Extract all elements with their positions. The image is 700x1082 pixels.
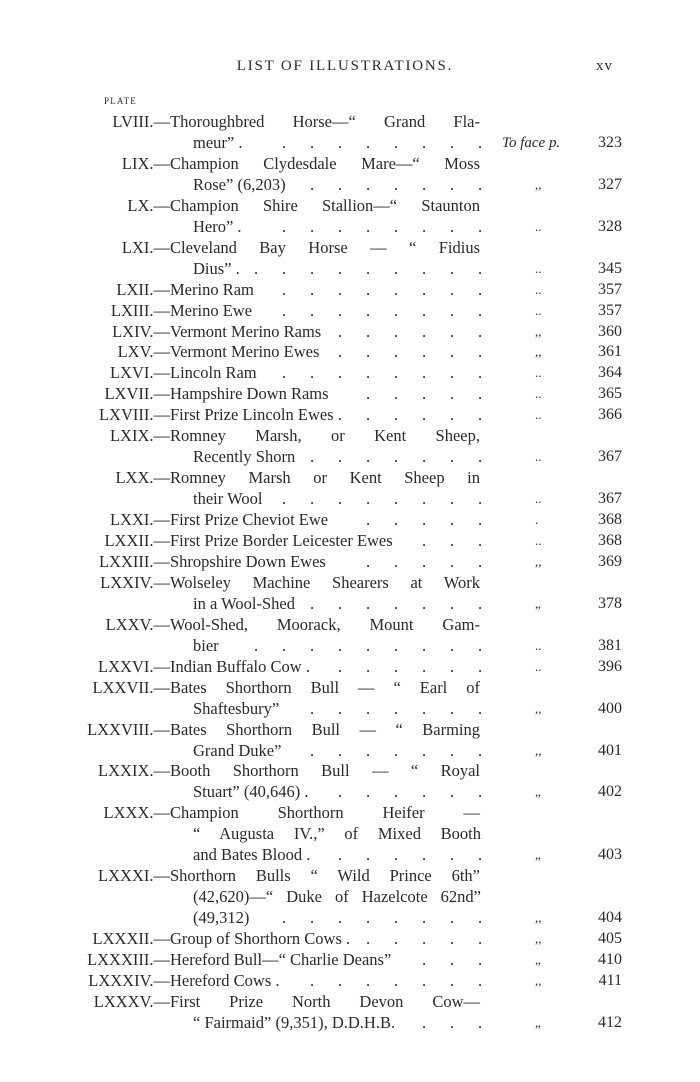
page-ref: 410 (598, 951, 622, 968)
page-ref: 367 (598, 448, 622, 466)
illustration-title: Thoroughbred Horse—“ Grand Fla- (170, 112, 480, 131)
list-item-line (0, 467, 700, 489)
ditto-mark: .. (535, 365, 542, 381)
illustration-title: and Bates Blood . (193, 845, 311, 865)
ditto-mark: „ (535, 784, 541, 800)
illustration-title: First Prize North Devon Cow— (170, 991, 480, 1011)
page-ref: 403 (598, 846, 622, 864)
page-ref: 368 (598, 532, 622, 549)
illustration-title: First Prize Cheviot Ewe (170, 510, 329, 530)
list-item-line: and Bates Blood . . . . . . . „ 403 (193, 845, 622, 865)
ditto-mark: .. (535, 302, 542, 318)
illustration-title: Merino Ewe (170, 300, 253, 320)
illustration-title: Lincoln Ram (170, 363, 257, 383)
to-face-page-label: To face p. (502, 134, 561, 151)
illustration-title: Group of Shorthorn Cows . (170, 929, 351, 949)
page-ref: 400 (598, 699, 622, 717)
ditto-mark: .. (535, 449, 542, 465)
page-ref: 327 (598, 175, 622, 193)
page-ref: 345 (598, 259, 622, 277)
ditto-mark: ,, (535, 553, 542, 569)
illustration-title: bier (193, 635, 219, 655)
page-ref: 328 (598, 217, 622, 235)
ditto-mark: .. (535, 218, 542, 234)
plate-number: LXIX.— (109, 426, 170, 446)
page-ref: 401 (598, 741, 622, 759)
plate-number: LX.— (127, 195, 170, 215)
plate-number: LXV.— (117, 342, 170, 362)
illustration-title: Grand Duke” (193, 740, 282, 760)
list-item-line (0, 153, 700, 175)
illustration-title: Booth Shorthorn Bull — “ Royal (170, 761, 480, 781)
list-item-line (0, 237, 700, 259)
illustration-title: Hero” . (193, 216, 242, 236)
page-ref: 404 (598, 909, 622, 927)
illustration-title: their Wool (193, 489, 263, 509)
page-ref: 369 (598, 552, 622, 570)
plate-number: LXIII.— (110, 300, 170, 320)
illustration-title: Champion Clydesdale Mare—“ Moss (170, 153, 480, 173)
illustration-title: Shorthorn Bulls “ Wild Prince 6th” (170, 866, 480, 886)
ditto-mark: „ (535, 1014, 541, 1030)
list-item-line: their Wool . . . . . . . . .. 367 (193, 489, 622, 509)
ditto-mark: .. (535, 491, 542, 507)
list-item-line: meur” . . . . . . . . . To face p. 323 (193, 132, 622, 152)
list-item-line: LXXXIII.— Hereford Bull—“ Charlie Deans” . . . „ 410 (87, 950, 622, 969)
illustration-title: Wool-Shed, Moorack, Mount Gam- (170, 614, 480, 634)
page-ref: 378 (598, 594, 622, 612)
ditto-mark: ,, (535, 972, 542, 988)
list-item-line: Grand Duke” . . . . . . . ,, 401 (193, 740, 622, 760)
list-item-line (0, 195, 700, 217)
plate-number: LXXIV.— (100, 572, 170, 592)
page-ref: 368 (598, 511, 622, 529)
plate-number: LXXVI.— (98, 656, 170, 676)
list-item-line: LXV.— Vermont Merino Ewes . . . . . . ,, 361 (117, 342, 622, 362)
illustration-title: Shaftesbury” (193, 698, 280, 718)
illustration-title: Champion Shorthorn Heifer — (170, 803, 480, 823)
plate-number: LXXXIV.— (88, 970, 170, 990)
ditto-mark: .. (535, 260, 542, 276)
plate-number: LXXV.— (105, 614, 170, 634)
ditto-mark: .. (535, 407, 542, 423)
illustration-title: in a Wool-Shed (193, 593, 295, 613)
illustration-title: Bates Shorthorn Bull — “ Barming (170, 719, 480, 739)
plate-number: LXXI.— (109, 510, 170, 530)
ditto-mark: . (535, 512, 539, 528)
ditto-mark: .. (535, 637, 542, 653)
illustration-title: Shropshire Down Ewes (170, 551, 326, 571)
page-ref: 411 (598, 971, 622, 989)
illustration-title: Rose” (6,203) (193, 174, 286, 194)
list-item-line: Rose” (6,203) . . . . . . . ,, 327 (193, 174, 622, 194)
ditto-mark: ,, (535, 931, 542, 947)
list-item-line (0, 719, 700, 741)
list-item-line (0, 425, 700, 447)
ditto-mark: ,, (535, 700, 542, 716)
list-item-line (0, 991, 700, 1013)
list-item-line (0, 111, 700, 133)
page-ref: 405 (598, 930, 622, 948)
list-item-line: in a Wool-Shed . . . . . . . „ 378 (193, 593, 622, 613)
illustration-title: Wolseley Machine Shearers at Work (170, 572, 480, 592)
illustration-title: Romney Marsh or Kent Sheep in (170, 468, 480, 488)
list-item-line (0, 760, 700, 782)
list-item-line: Shaftesbury” . . . . . . . ,, 400 (193, 698, 622, 718)
plate-number: LXXX.— (103, 803, 170, 823)
page-ref: 364 (598, 364, 622, 382)
list-item-line: Hero” . . . . . . . . . .. 328 (193, 216, 622, 236)
illustration-title: Recently Shorn (193, 447, 296, 467)
list-item-line: LXXII.— First Prize Border Leicester Ewes . . . .. 368 (104, 531, 622, 550)
ditto-mark: ,, (535, 344, 542, 360)
illustration-title: meur” . (193, 132, 243, 152)
illustration-title: “ Augusta IV.,” of Mixed Booth (193, 824, 481, 844)
list-item-line (0, 677, 700, 699)
illustration-title: Cleveland Bay Horse — “ Fidius (170, 237, 480, 257)
page-ref: 357 (598, 280, 622, 298)
page-ref: 366 (598, 406, 622, 424)
list-item-line: “ Fairmaid” (9,351), D.D.H.B. . . . „ 412 (193, 1012, 622, 1032)
illustration-title: (49,312) (193, 908, 250, 928)
illustration-title: “ Fairmaid” (9,351), D.D.H.B. (193, 1012, 396, 1032)
list-item-line (0, 614, 700, 636)
list-item-line: Dius” . . . . . . . . . . .. 345 (193, 258, 622, 278)
plate-number: LXXIII.— (98, 551, 170, 571)
page-ref: 365 (598, 385, 622, 403)
plate-number: LXVII.— (104, 384, 170, 404)
illustration-title: First Prize Border Leicester Ewes (170, 531, 393, 550)
plate-number: LXVIII.— (98, 405, 170, 425)
plate-number: LXXII.— (104, 531, 170, 550)
plate-number: LIX.— (121, 153, 170, 173)
plate-number: LXXIX.— (98, 761, 170, 781)
list-item-line (0, 865, 700, 887)
list-item-line (0, 886, 700, 908)
ditto-mark: „ (535, 595, 541, 611)
plate-number: LXVI.— (109, 363, 170, 383)
illustration-title: (42,620)—“ Duke of Hazelcote 62nd” (193, 887, 481, 907)
illustration-title: Champion Shire Stallion—“ Staunton (170, 195, 480, 215)
list-item-line: Recently Shorn . . . . . . . .. 367 (193, 447, 622, 467)
illustration-title: Indian Buffalo Cow . (170, 656, 310, 676)
list-item-line: LXXXII.— Group of Shorthorn Cows . . . . . . ,, 405 (92, 929, 622, 949)
page-number: xv (596, 58, 613, 74)
plate-number: LXXXII.— (92, 929, 170, 949)
ditto-mark: ,, (535, 910, 542, 926)
list-item-line: LXXI.— First Prize Cheviot Ewe . . . . . . 368 (109, 510, 622, 530)
list-item-line: LXVII.— Hampshire Down Rams . . . . . .. 365 (104, 384, 622, 404)
page-ref: 381 (598, 636, 622, 654)
list-item-line: LXXVI.— Indian Buffalo Cow . . . . . . . .. 396 (98, 656, 622, 676)
illustration-title: Hereford Cows . (170, 970, 280, 990)
illustration-title: Hereford Bull—“ Charlie Deans” (170, 950, 392, 969)
plate-number: LXIV.— (112, 321, 170, 341)
plate-number: LXXVII.— (92, 677, 170, 697)
list-item-line: LXXIII.— Shropshire Down Ewes . . . . . ,, 369 (98, 551, 622, 571)
ditto-mark: ,, (535, 742, 542, 758)
list-item-line (0, 802, 700, 824)
page-ref: 360 (598, 322, 622, 340)
page-ref: 367 (598, 490, 622, 508)
list-item-line: LXVIII.— First Prize Lincoln Ewes . . . . . . .. 366 (98, 405, 622, 425)
list-item-line: LXXXIV.— Hereford Cows . . . . . . . . ,, 411 (88, 970, 622, 990)
page-ref: 396 (598, 657, 622, 675)
list-item-line: (49,312) . . . . . . . . ,, 404 (193, 908, 622, 928)
page-ref: 357 (598, 301, 622, 319)
illustration-title: Bates Shorthorn Bull — “ Earl of (170, 677, 480, 697)
page-ref: 361 (598, 343, 622, 361)
list-item-line: Stuart” (40,646) . . . . . . . „ 402 (193, 782, 622, 802)
ditto-mark: „ (535, 847, 541, 863)
plate-number: LXXVIII.— (87, 719, 170, 739)
plate-number: LXXXV.— (93, 991, 170, 1011)
ditto-mark: „ (535, 952, 541, 967)
list-item-line: LXIV.— Vermont Merino Rams . . . . . . ,, 360 (112, 321, 622, 341)
illustration-title: Romney Marsh, or Kent Sheep, (170, 426, 480, 446)
ditto-mark: .. (535, 386, 542, 402)
illustration-title: Merino Ram (170, 279, 254, 299)
illustration-title: Stuart” (40,646) . (193, 782, 309, 802)
page-ref: 402 (598, 783, 622, 801)
illustration-title: Hampshire Down Rams (170, 384, 329, 404)
plate-column-label: PLATE (104, 96, 137, 106)
plate-number: LXXXIII.— (87, 950, 170, 969)
list-item-line: LXII.— Merino Ram . . . . . . . . .. 357 (116, 279, 622, 299)
list-item-line (0, 572, 700, 594)
plate-number: LXXXI.— (98, 866, 170, 886)
ditto-mark: .. (535, 658, 542, 674)
list-item-line: LXIII.— Merino Ewe . . . . . . . . .. 357 (110, 300, 622, 320)
ditto-mark: ,, (535, 176, 542, 192)
illustration-title: First Prize Lincoln Ewes . (170, 405, 342, 425)
page-ref: 412 (598, 1013, 622, 1031)
page-ref: 323 (598, 133, 622, 151)
page-title: LIST OF ILLUSTRATIONS. (236, 58, 454, 74)
plate-number: LXII.— (116, 279, 170, 299)
illustration-title: Vermont Merino Rams (170, 321, 322, 341)
illustration-title: Dius” . (193, 258, 240, 278)
plate-number: LXX.— (115, 468, 170, 488)
list-item-line: bier . . . . . . . . . .. 381 (193, 635, 622, 655)
ditto-mark: .. (535, 533, 542, 548)
plate-number: LVIII.— (112, 112, 170, 131)
illustration-title: Vermont Merino Ewes (170, 342, 320, 362)
ditto-mark: .. (535, 281, 542, 297)
list-item-line (0, 823, 700, 845)
plate-number: LXI.— (121, 237, 170, 257)
list-item-line: LXVI.— Lincoln Ram . . . . . . . . .. 364 (109, 363, 622, 383)
ditto-mark: ,, (535, 323, 542, 339)
